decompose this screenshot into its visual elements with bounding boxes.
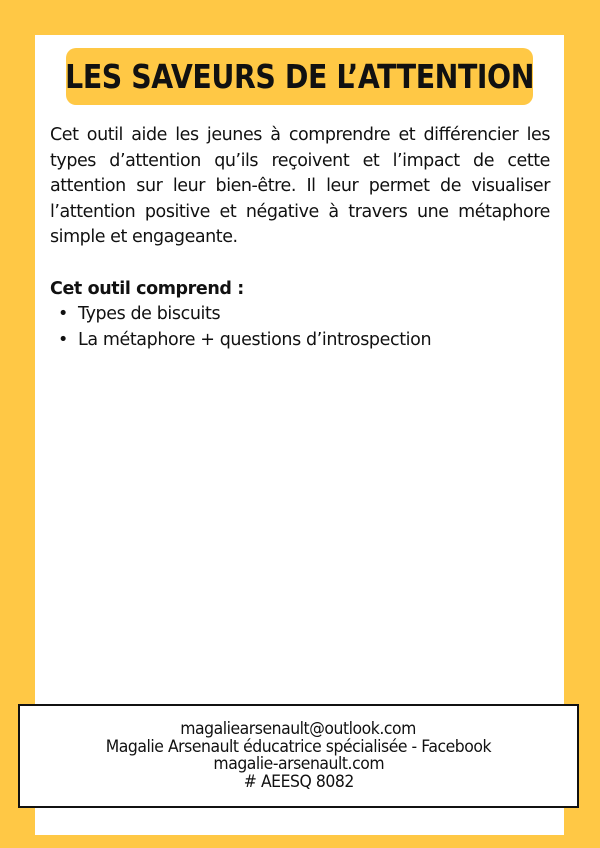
main-content xyxy=(50,123,550,353)
facebook-text: Magalie Arsenault éducatrice spécialisée - Facebook xyxy=(105,736,492,757)
list-item-label: Types de biscuits xyxy=(78,304,221,324)
bullet-icon: • xyxy=(58,304,68,324)
website-text: magalie-arsenault.com xyxy=(213,754,384,774)
list-item xyxy=(58,302,550,328)
list-item-label: La métaphore + questions d’introspection xyxy=(78,329,432,350)
list-heading: Cet outil comprend : xyxy=(50,278,244,299)
tool-contents-list xyxy=(50,302,550,353)
title-banner xyxy=(66,48,533,105)
bullet-icon: • xyxy=(58,329,68,350)
contact-footer xyxy=(18,704,579,808)
list-item xyxy=(58,328,550,354)
license-number: # AEESQ 8082 xyxy=(243,771,354,792)
intro-paragraph: Cet outil aide les jeunes à comprendre et différencier les types d’attention qu’ils reçoivent et l’impact de cette attention sur leur bien-être. Il leur permet de visualiser l’attention positive et négative à travers une métaphore simple et engageante. xyxy=(50,125,550,247)
email-text: magaliearsenault@outlook.com xyxy=(180,719,417,739)
page-title: LES SAVEURS DE L’ATTENTION xyxy=(65,57,534,96)
